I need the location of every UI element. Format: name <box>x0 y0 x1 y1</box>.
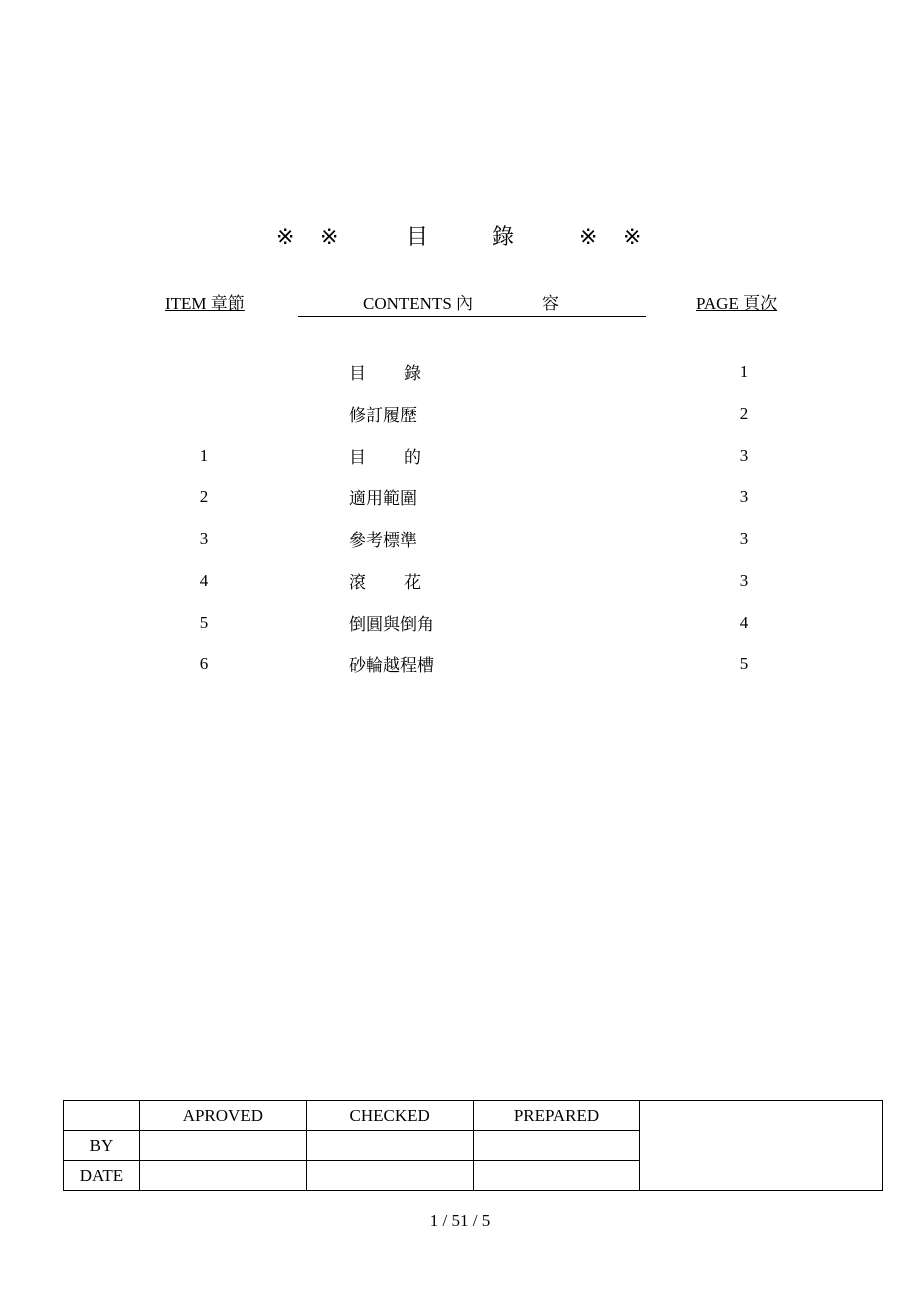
toc-row[interactable] <box>0 480 920 510</box>
signoff-table <box>63 1100 883 1191</box>
title-char: 目 <box>406 224 429 249</box>
toc-item-number: 2 <box>199 487 209 506</box>
signoff-remarks-cell[interactable] <box>640 1101 883 1191</box>
toc-page-number: 2 <box>739 404 749 423</box>
prepared-header: PREPARED <box>473 1101 640 1131</box>
item-column-header: ITEM 章節 <box>165 294 245 313</box>
toc-item-number: 1 <box>199 446 209 465</box>
by-label: BY <box>64 1131 140 1161</box>
toc-page-number: 3 <box>739 446 749 465</box>
reference-mark-icon: ※ <box>579 224 598 249</box>
checked-date-cell[interactable] <box>306 1161 473 1191</box>
toc-row[interactable] <box>0 439 920 469</box>
title-char: 錄 <box>492 224 515 249</box>
toc-item-content[interactable]: 目的 <box>349 448 459 467</box>
toc-item-content[interactable]: 修訂履歷 <box>349 406 417 425</box>
signoff-corner-cell <box>64 1101 140 1131</box>
toc-row[interactable] <box>0 606 920 636</box>
toc-row[interactable] <box>0 564 920 594</box>
contents-header-zh: 容 <box>542 294 559 313</box>
toc-item-number: 5 <box>199 613 209 632</box>
toc-page-number: 5 <box>739 654 749 673</box>
date-label: DATE <box>64 1161 140 1191</box>
page-column-header: PAGE 頁次 <box>696 294 778 313</box>
toc-row[interactable] <box>0 647 920 677</box>
contents-header-en: CONTENTS 內 <box>363 294 474 313</box>
toc-page-number: 3 <box>739 571 749 590</box>
toc-item-number: 4 <box>199 571 209 590</box>
toc-row[interactable] <box>0 397 920 427</box>
prepared-date-cell[interactable] <box>473 1161 640 1191</box>
toc-item-content[interactable]: 滾花 <box>349 573 459 592</box>
reference-mark-icon: ※ <box>623 224 642 249</box>
contents-column-header <box>298 294 646 317</box>
toc-item-content[interactable]: 參考標準 <box>349 531 417 550</box>
toc-page-number: 1 <box>739 362 749 381</box>
document-title <box>0 224 920 254</box>
toc-item-content[interactable]: 倒圓與倒角 <box>349 615 434 634</box>
toc-item-content[interactable]: 目錄 <box>349 364 459 383</box>
approved-header: APROVED <box>139 1101 306 1131</box>
prepared-by-cell[interactable] <box>473 1131 640 1161</box>
reference-mark-icon: ※ <box>276 224 295 249</box>
approved-date-cell[interactable] <box>139 1161 306 1191</box>
toc-item-content[interactable]: 砂輪越程槽 <box>349 656 434 675</box>
page-number: 1 / 51 / 5 <box>429 1211 491 1230</box>
toc-page-number: 3 <box>739 529 749 548</box>
toc-page-number: 4 <box>739 613 749 632</box>
checked-by-cell[interactable] <box>306 1131 473 1161</box>
toc-item-content[interactable]: 適用範圍 <box>349 489 417 508</box>
toc-row[interactable] <box>0 355 920 385</box>
reference-mark-icon: ※ <box>320 224 339 249</box>
toc-row[interactable] <box>0 522 920 552</box>
signoff-header-row <box>64 1101 883 1131</box>
checked-header: CHECKED <box>306 1101 473 1131</box>
toc-page-number: 3 <box>739 487 749 506</box>
approved-by-cell[interactable] <box>139 1131 306 1161</box>
toc-item-number: 3 <box>199 529 209 548</box>
toc-item-number: 6 <box>199 654 209 673</box>
